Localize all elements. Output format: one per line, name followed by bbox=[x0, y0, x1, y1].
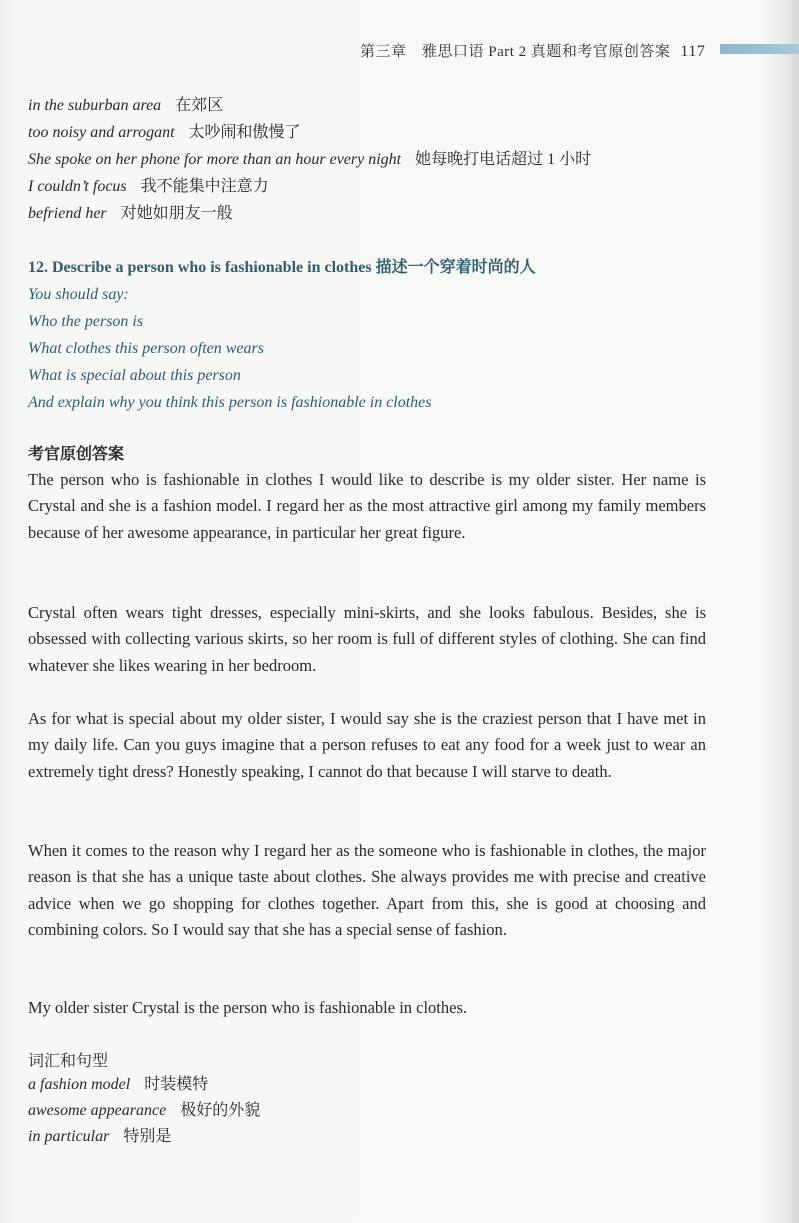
vocab-en: She spoke on her phone for more than an hour every night bbox=[28, 151, 402, 168]
vocab-zh: 她每晚打电话超过 1 小时 bbox=[415, 151, 592, 168]
page-number: 117 bbox=[680, 43, 706, 60]
topic-prompt: Who the person is bbox=[28, 313, 144, 330]
vocab-en: befriend her bbox=[28, 205, 107, 222]
answer-paragraph: The person who is fashionable in clothes I would like to describe is my older sister. Her name is Crystal and she is a fashion model. I regard her as the most attractive girl among my family members because of her awesome appearance, in particular her great figure. bbox=[28, 470, 706, 542]
vocab-zh: 在郊区 bbox=[175, 97, 224, 114]
vocab-item bbox=[28, 200, 718, 227]
vocab-zh: 极好的外貌 bbox=[180, 1102, 261, 1119]
vocab-en: I couldn’t focus bbox=[28, 178, 127, 195]
topic-prompt: What clothes this person often wears bbox=[28, 340, 264, 357]
answer-paragraph: As for what is special about my older sister, I would say she is the craziest person that I have met in my daily life. Can you guys imagine that a person refuses to eat any food for a week just to wear an extremely tight dress? Honestly speaking, I cannot do that because I will starve to death. bbox=[28, 709, 706, 781]
vocab-list-bottom bbox=[28, 1072, 718, 1150]
chapter-title: 第三章 雅思口语 Part 2 真题和考官原创答案 bbox=[360, 44, 671, 60]
vocab-en: a fashion model bbox=[28, 1076, 131, 1093]
topic-prompt: And explain why you think this person is fashionable in clothes bbox=[28, 394, 432, 411]
answer-paragraph: My older sister Crystal is the person who is fashionable in clothes. bbox=[28, 998, 468, 1017]
vocab-item bbox=[28, 146, 718, 173]
running-header bbox=[360, 40, 705, 61]
topic-prompt: What is special about this person bbox=[28, 367, 241, 384]
vocab-zh: 特别是 bbox=[123, 1128, 172, 1145]
answer-heading: 考官原创答案 bbox=[28, 446, 125, 463]
vocab-zh: 我不能集中注意力 bbox=[140, 178, 269, 195]
vocab-zh: 时装模特 bbox=[144, 1076, 209, 1093]
vocab-item bbox=[28, 119, 718, 146]
vocab-en: too noisy and arrogant bbox=[28, 124, 175, 141]
vocab-heading: 词汇和句型 bbox=[28, 1053, 109, 1070]
vocab-list-top bbox=[28, 92, 718, 227]
vocab-item bbox=[28, 173, 718, 200]
vocab-item bbox=[28, 1072, 718, 1098]
vocab-item bbox=[28, 92, 718, 119]
vocab-zh: 太吵闹和傲慢了 bbox=[188, 124, 301, 141]
topic-card bbox=[28, 254, 718, 416]
vocab-en: in the suburban area bbox=[28, 97, 162, 114]
topic-prompt: You should say: bbox=[28, 286, 129, 303]
header-decoration bbox=[720, 44, 799, 54]
answer-paragraph: When it comes to the reason why I regard her as the someone who is fashionable in clothes, the major reason is that she has a unique taste about clothes. She always provides me with precise and creative advice when we go shopping for clothes together. Apart from this, she is good at choosing and combining colors. So I would say that she has a special sense of fashion. bbox=[28, 841, 706, 940]
vocab-item bbox=[28, 1124, 718, 1150]
vocab-zh: 对她如朋友一般 bbox=[120, 205, 233, 222]
vocab-item bbox=[28, 1098, 718, 1124]
answer-paragraph: Crystal often wears tight dresses, especially mini-skirts, and she looks fabulous. Besides, she is obsessed with collecting various skirts, so her room is full of different styles of clothing. She can find whatever she likes wearing in her bedroom. bbox=[28, 603, 706, 675]
vocab-en: in particular bbox=[28, 1128, 110, 1145]
vocab-en: awesome appearance bbox=[28, 1102, 167, 1119]
topic-title: 12. Describe a person who is fashionable in clothes 描述一个穿着时尚的人 bbox=[28, 259, 536, 276]
